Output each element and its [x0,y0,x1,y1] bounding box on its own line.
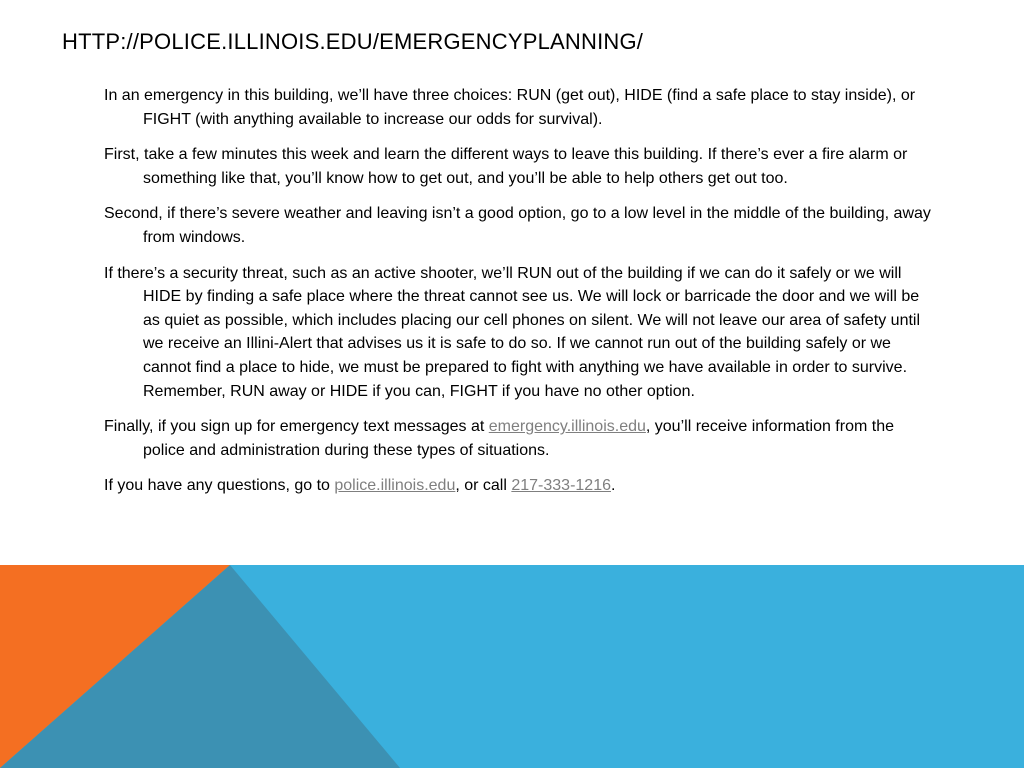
paragraph-three-choices: In an emergency in this building, we’ll have three choices: RUN (get out), HIDE (find a safe place to stay inside), or FIGHT (with anything available to increase our odds for survival). [104,87,916,128]
footer-shapes [0,565,1024,768]
paragraph-text-alerts [104,415,932,462]
questions-middle: , or call [455,477,512,495]
text-alerts-intro: Finally, if you sign up for emergency text messages at [104,418,489,436]
emergency-illinois-link[interactable]: emergency.illinois.edu [488,418,646,436]
police-illinois-link[interactable]: police.illinois.edu [334,477,456,495]
paragraph-questions [104,474,932,498]
paragraph-security-threat: If there’s a security threat, such as an active shooter, we’ll RUN out of the building if we can do it safely or we will HIDE by finding a safe place where the threat cannot see us. We will lock or barricade the door and we will be as quiet as possible, which includes placing our cell phones on silent. We will not leave our area of safety until we receive an Illini-Alert that advises us it is safe to do so. If we cannot run out of the building safely or we cannot find a place to hide, we must be prepared to fight with anything we have available in order to survive. Remember, RUN away or HIDE if you can, FIGHT if you have no other option. [104,264,921,400]
decorative-footer-banner [0,565,1024,768]
slide-title: HTTP://POLICE.ILLINOIS.EDU/EMERGENCYPLANNING/ [62,29,644,54]
phone-number-link[interactable]: 217-333-1216 [511,477,611,495]
questions-end: . [611,477,616,495]
questions-intro: If you have any questions, go to [104,477,335,495]
paragraph-learn-exits: First, take a few minutes this week and learn the different ways to leave this building. If there’s ever a fire alarm or something like that, you’ll know how to get out, and you’ll be able to help others get out too. [104,146,908,187]
paragraph-severe-weather: Second, if there’s severe weather and leaving isn’t a good option, go to a low level in the middle of the building, away from windows. [104,205,931,246]
slide-body [104,84,932,510]
text-alerts-outro: , you’ll receive information from the police and administration during these types of situations. [143,418,894,459]
